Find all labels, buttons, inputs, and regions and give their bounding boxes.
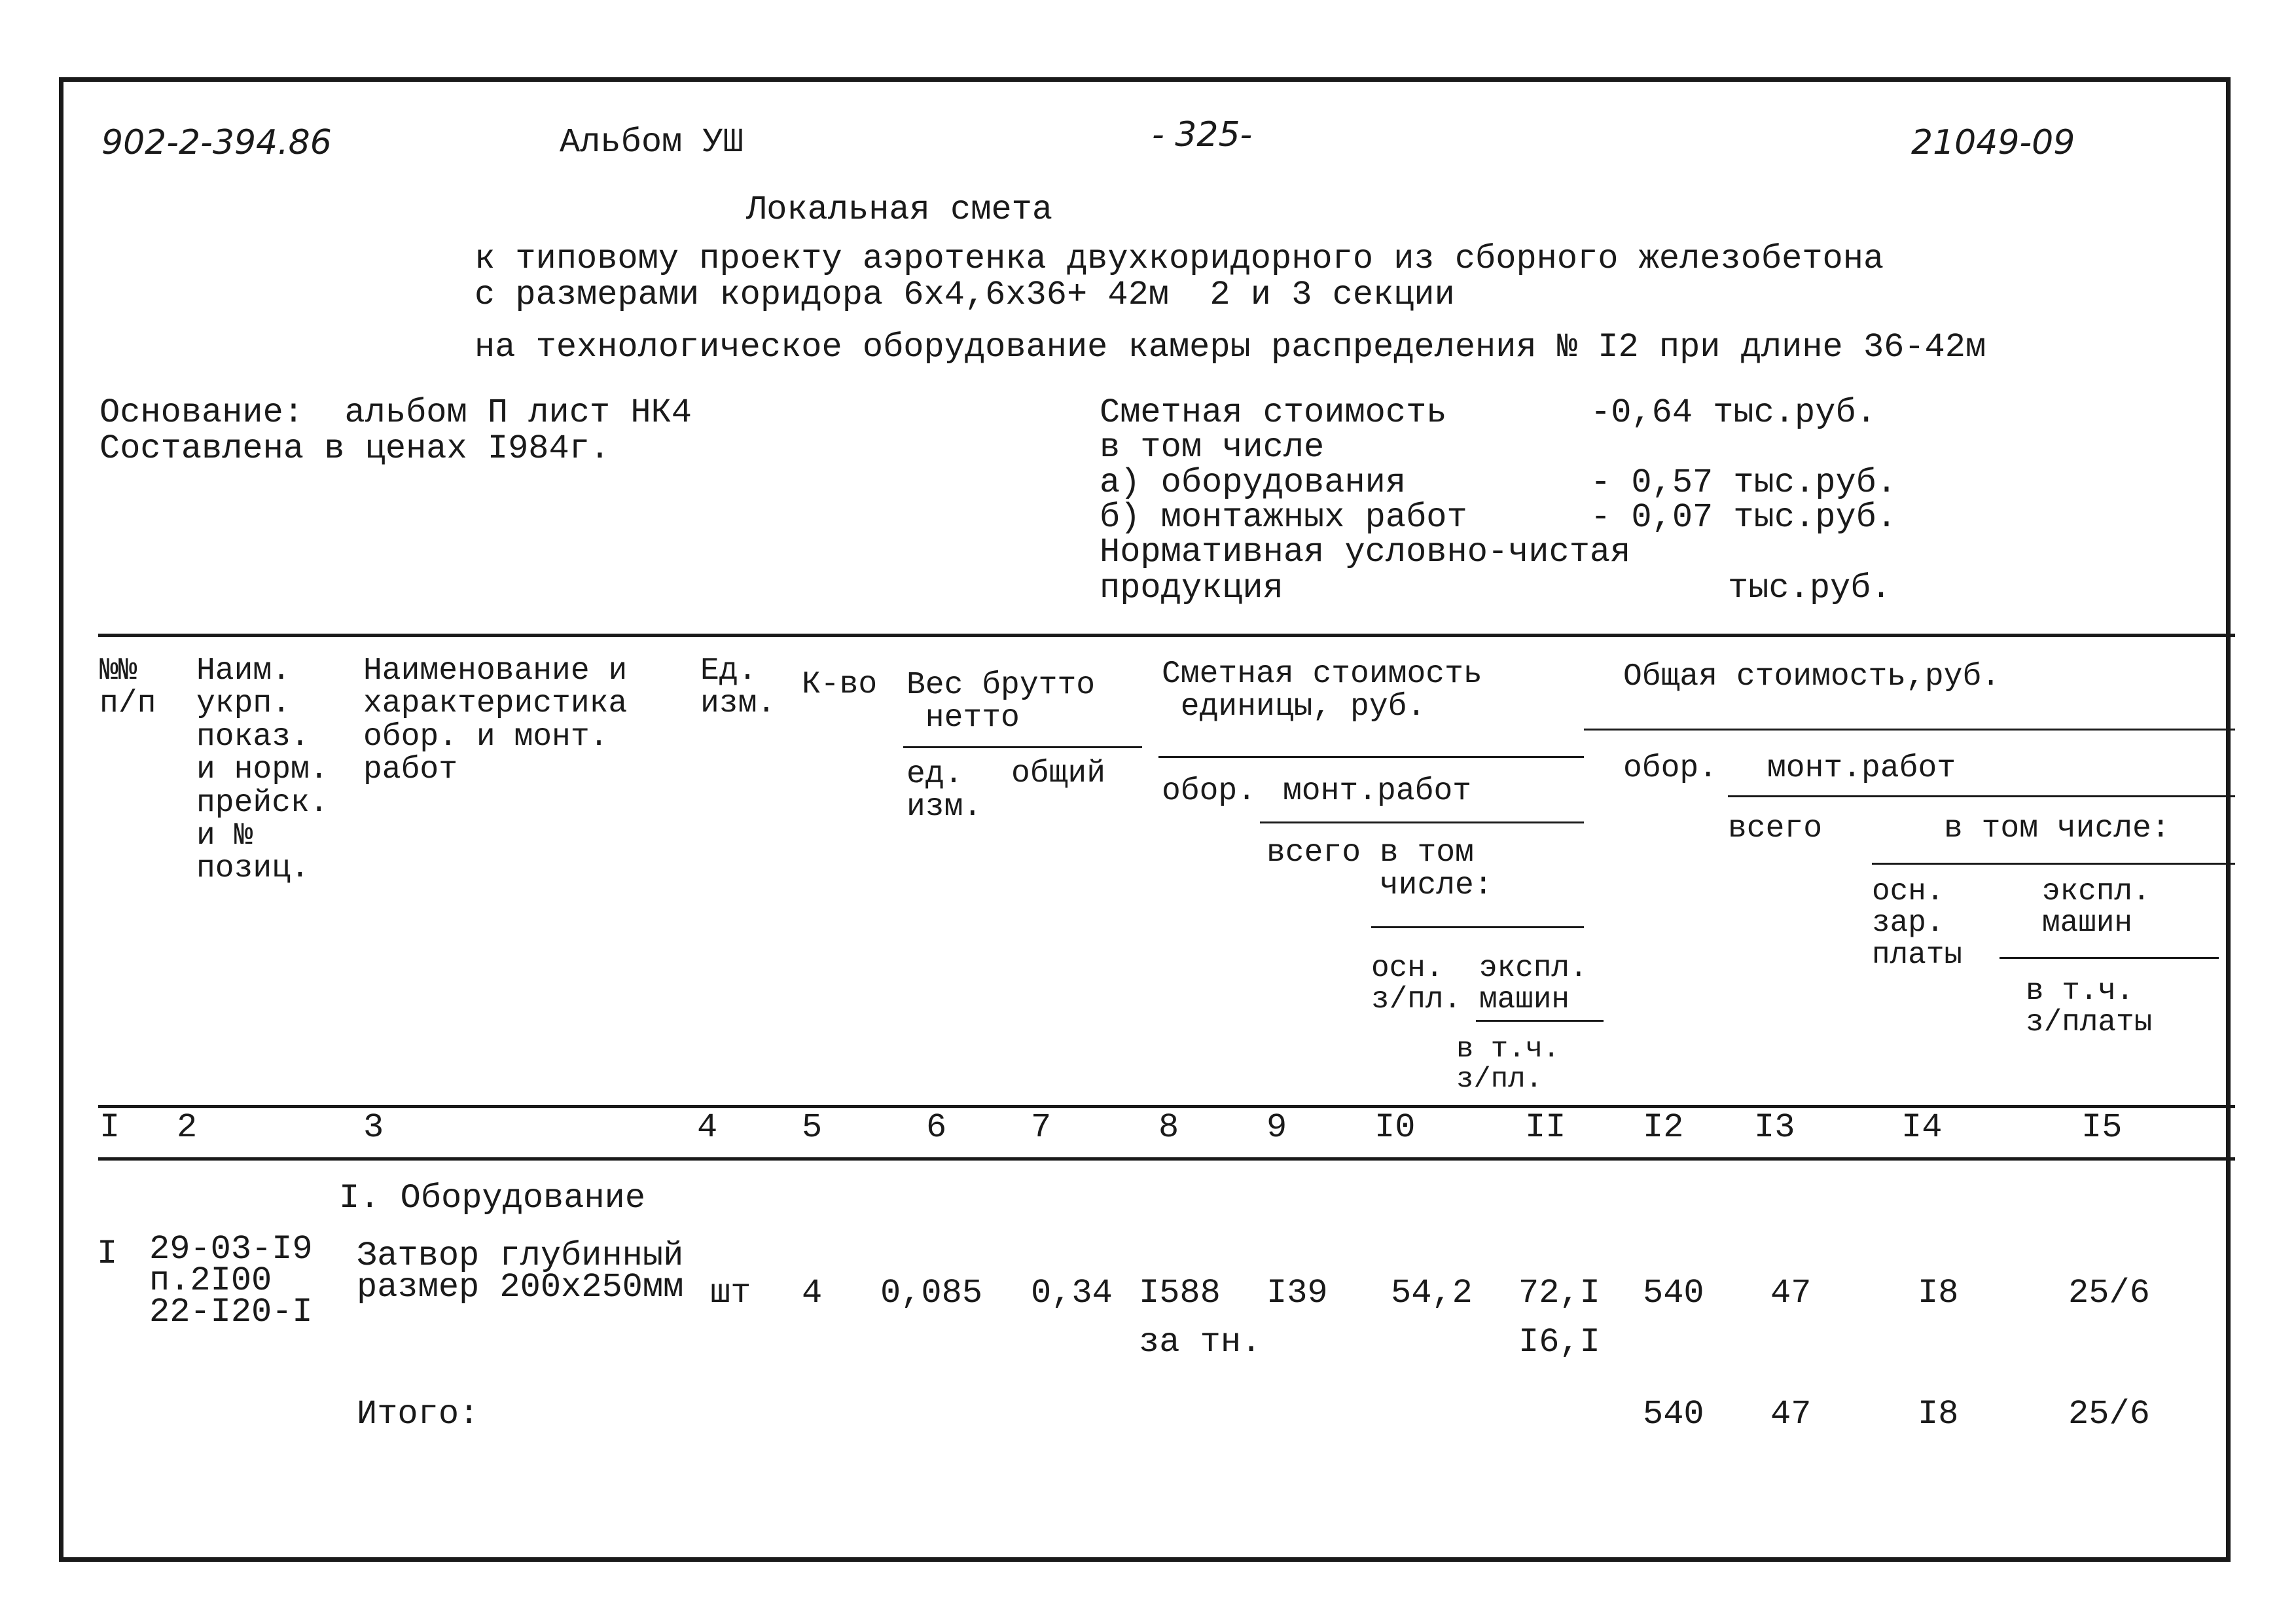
col-head-total-mont: монт.работ — [1767, 751, 1956, 786]
column-number: 4 — [697, 1108, 718, 1147]
cost-total-label: Сметная стоимость — [1100, 393, 1447, 432]
total-ekspl-rule — [2000, 957, 2219, 959]
column-number: I5 — [2081, 1108, 2123, 1147]
row-number: I — [97, 1235, 118, 1273]
basis-line-2: Составлена в ценах I984г. — [99, 429, 611, 468]
col-head-unit-mont: монт.работ — [1283, 774, 1472, 809]
row-weight-total: 0,34 — [1031, 1274, 1113, 1312]
row-unit: шт — [710, 1274, 751, 1312]
col-head-code: Наим. укрп. показ. и норм. прейск. и № позиц. — [196, 653, 329, 887]
total-cost-rule — [1584, 729, 2235, 731]
project-code: 902-2-394.86 — [101, 123, 332, 162]
table-top-rule — [98, 634, 2235, 637]
title-line-3: на технологическое оборудование камеры распределения № I2 при длине 36-42м — [475, 328, 1986, 367]
unit-ekspl-rule — [1476, 1020, 1604, 1022]
col-head-unit-ekspl: экспл. машин — [1479, 951, 1588, 1017]
col-head-weight: Вес брутто нетто — [906, 668, 1096, 736]
col-head-unit: Ед. изм. — [700, 653, 776, 722]
row-total-ekspl: 25/6 — [2068, 1274, 2150, 1312]
doc-heading: Локальная смета — [746, 190, 1053, 229]
unit-cost-rule — [1158, 756, 1584, 758]
cost-mount-label: б) монтажных работ — [1100, 498, 1467, 537]
column-number: I0 — [1374, 1108, 1416, 1147]
title-line-1: к типовому проекту аэротенка двухкоридорного из сборного железобетона — [475, 240, 1884, 278]
row-name: Затвор глубинный размер 200х250мм — [357, 1236, 684, 1307]
col-head-total-obor: обор. — [1623, 751, 1718, 786]
col-head-total-vsego: всего — [1728, 811, 1823, 846]
itogo-osn: I8 — [1918, 1395, 1959, 1434]
row-cost-mont: I39 — [1266, 1274, 1328, 1312]
itogo-ekspl: 25/6 — [2068, 1395, 2150, 1434]
page-number: - 325- — [1152, 115, 1253, 154]
col-head-weight-unit: ед. изм. — [906, 757, 982, 825]
row-cost-ekspl-zp: I6,I — [1518, 1323, 1600, 1362]
col-head-total-vtch: в т.ч. з/платы — [2026, 974, 2153, 1040]
column-number: II — [1525, 1108, 1566, 1147]
colnum-bottom-rule — [98, 1157, 2235, 1161]
column-number: I3 — [1754, 1108, 1795, 1147]
unit-vtom-rule — [1371, 926, 1584, 928]
cost-incl-label: в том числе — [1100, 428, 1325, 467]
col-head-unit-obor: обор. — [1162, 774, 1257, 809]
cost-norm-value: тыс.руб. — [1728, 569, 1892, 607]
column-number: 5 — [802, 1108, 823, 1147]
row-cost-obor: I588 — [1139, 1274, 1221, 1312]
cost-mount-value: - 0,07 тыс.руб. — [1590, 498, 1897, 537]
col-head-unit-osn: осн. з/пл. — [1371, 951, 1462, 1017]
row-cost-osn: 54,2 — [1391, 1274, 1473, 1312]
row-total-osn: I8 — [1918, 1274, 1959, 1312]
total-vtom-rule — [1872, 863, 2235, 865]
basis-line-1: Основание: альбом П лист НК4 — [99, 393, 692, 432]
cost-total-value: -0,64 тыс.руб. — [1590, 393, 1876, 432]
itogo-mont: 47 — [1770, 1395, 1812, 1434]
column-number: I2 — [1643, 1108, 1684, 1147]
album-label: Альбом УШ — [560, 123, 744, 162]
col-head-unit-vsego: всего в том числе: — [1266, 835, 1493, 904]
col-head-total-vtom: в том числе: — [1944, 811, 2170, 846]
column-number: I — [99, 1108, 120, 1147]
col-head-name: Наименование и характеристика обор. и монт. работ — [363, 653, 628, 788]
row-code: 29-03-I9 п.2I00 22-I20-I — [149, 1230, 313, 1331]
itogo-obor: 540 — [1643, 1395, 1704, 1434]
col-head-unit-vtch: в т.ч. з/пл. — [1456, 1033, 1560, 1096]
col-head-qty: К-во — [802, 667, 878, 702]
column-number: 6 — [926, 1108, 947, 1147]
col-head-total-ekspl: экспл. машин — [2042, 875, 2151, 941]
column-number: 8 — [1158, 1108, 1179, 1147]
col-head-number: №№ п/п — [99, 653, 156, 722]
column-number: I4 — [1901, 1108, 1943, 1147]
title-line-2: с размерами коридора 6х4,6х36+ 42м 2 и 3 секции — [475, 276, 1455, 314]
col-head-weight-total: общий — [1011, 756, 1106, 791]
row-weight-unit: 0,085 — [880, 1274, 983, 1312]
cost-equip-value: - 0,57 тыс.руб. — [1590, 463, 1897, 502]
col-head-total-cost: Общая стоимость,руб. — [1623, 659, 2001, 695]
unit-mont-rule — [1260, 821, 1584, 823]
itogo-label: Итого: — [357, 1395, 480, 1434]
row-cost-obor-note: за тн. — [1139, 1323, 1262, 1362]
row-total-mont: 47 — [1770, 1274, 1812, 1312]
column-number: 3 — [363, 1108, 384, 1147]
cost-equip-label: а) оборудования — [1100, 463, 1407, 502]
row-total-obor: 540 — [1643, 1274, 1704, 1312]
doc-number: 21049-09 — [1911, 123, 2075, 162]
col-head-total-osn: осн. зар. платы — [1872, 875, 1963, 972]
column-number: 7 — [1031, 1108, 1052, 1147]
column-number: 9 — [1266, 1108, 1287, 1147]
row-qty: 4 — [802, 1274, 823, 1312]
col-head-unit-cost: Сметная стоимость единицы, руб. — [1162, 657, 1482, 725]
column-number: 2 — [177, 1108, 198, 1147]
weight-rule — [903, 746, 1142, 748]
section-title: I. Оборудование — [339, 1179, 646, 1218]
cost-norm-label-2: продукция — [1100, 569, 1283, 607]
total-mont-rule — [1728, 795, 2235, 797]
cost-norm-label-1: Нормативная условно-чистая — [1100, 533, 1631, 571]
row-cost-ekspl: 72,I — [1518, 1274, 1600, 1312]
